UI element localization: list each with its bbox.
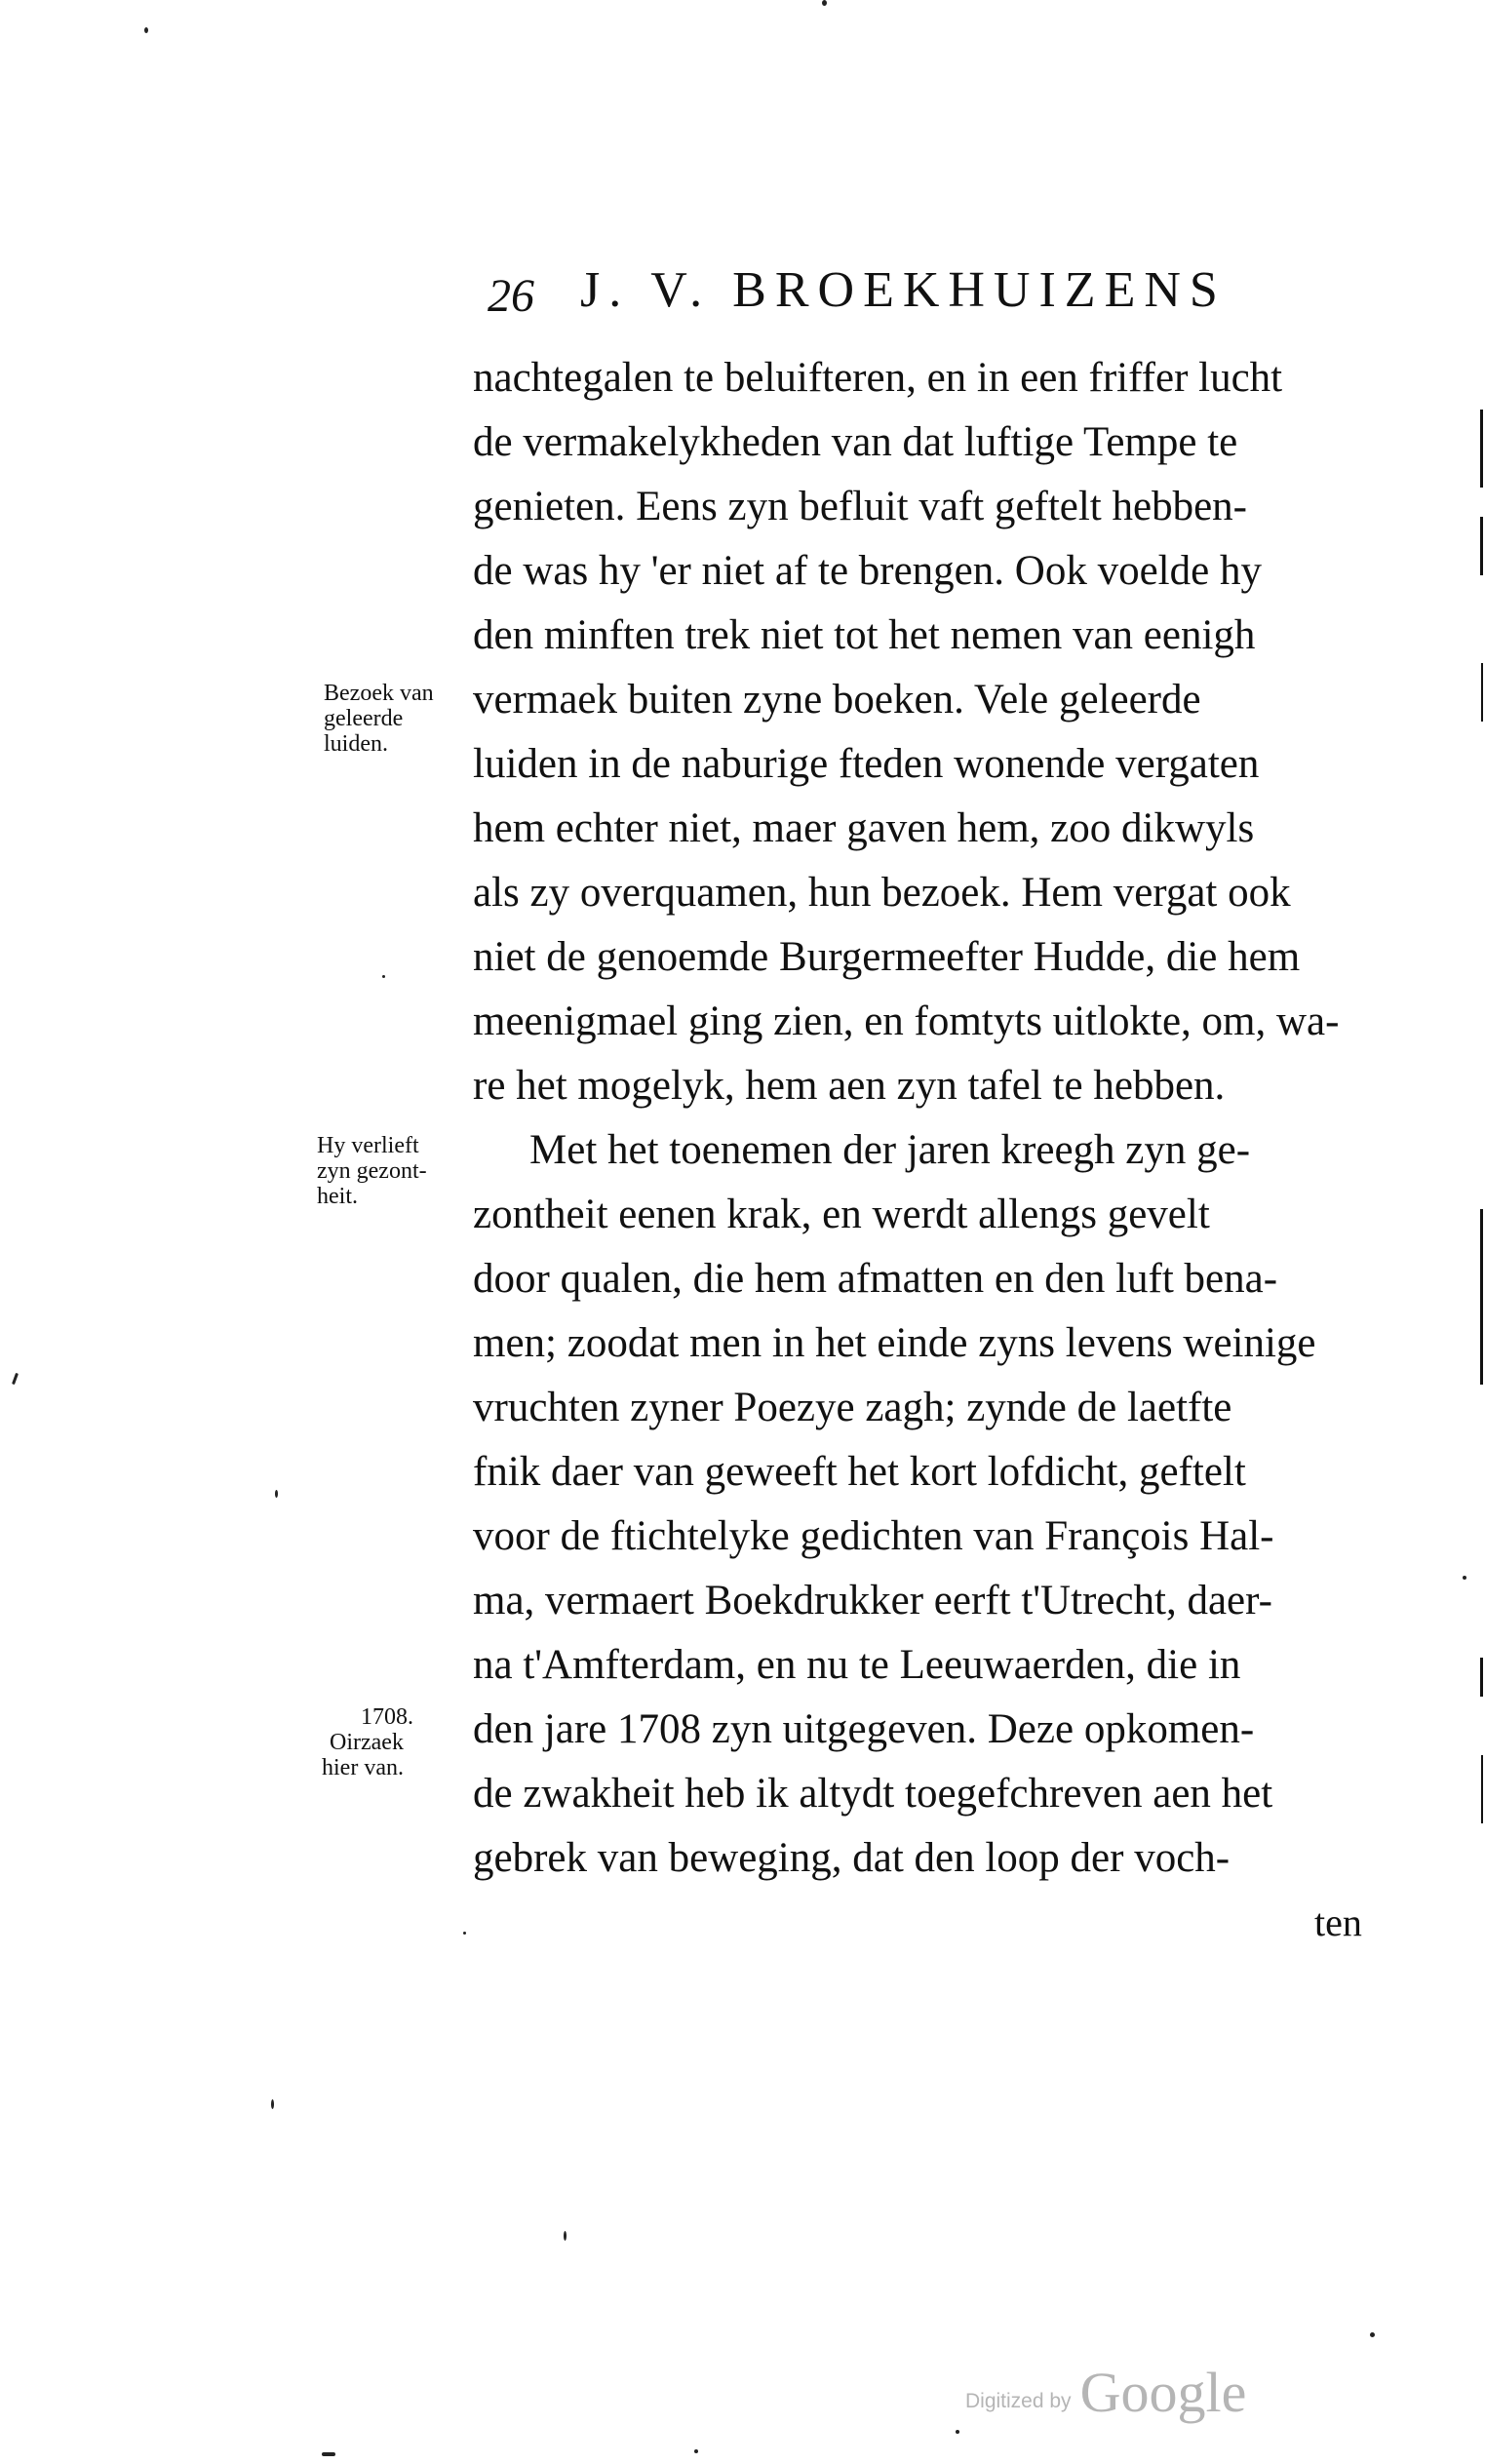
scan-speck — [12, 1373, 19, 1385]
catchword: ten — [1314, 1900, 1362, 1944]
text-line: genieten. Eens zyn befluit vaft geftelt hebben- — [473, 484, 1247, 529]
margin-note — [322, 1704, 413, 1780]
text-line: vermaek buiten zyne boeken. Vele geleerde — [473, 677, 1201, 723]
scan-speck — [564, 2231, 567, 2241]
scan-speck — [275, 1490, 278, 1498]
margin-note-line: 1708. — [361, 1704, 413, 1730]
text-line: re het mogelyk, hem aen zyn tafel te hebben. — [473, 1063, 1226, 1109]
margin-note — [317, 1133, 427, 1209]
text-line: ma, vermaert Boekdrukker eerft t'Utrecht, daer- — [473, 1578, 1272, 1623]
scan-speck — [271, 2099, 274, 2109]
text-line: na t'Amfterdam, en nu te Leeuwaerden, die in — [473, 1642, 1241, 1688]
scan-speck — [822, 0, 827, 6]
scan-edge-mark — [1480, 1658, 1483, 1697]
google-logo: Google — [1079, 2361, 1247, 2424]
margin-note-line: geleerde — [324, 706, 404, 731]
text-line: fnik daer van geweeft het kort lofdicht, geftelt — [473, 1449, 1246, 1495]
page-header — [488, 261, 1307, 330]
margin-note-line: zyn gezont- — [317, 1158, 427, 1184]
page-number: 26 — [488, 270, 534, 322]
scan-edge-mark — [1480, 1209, 1483, 1385]
scan-speck — [144, 27, 148, 33]
scan-edge-mark — [1480, 410, 1483, 488]
text-line: de zwakheit heb ik altydt toegefchreven aen het — [473, 1771, 1273, 1817]
running-title: J. V. BROEKHUIZENS — [580, 262, 1227, 318]
digitized-by-watermark — [965, 2360, 1246, 2425]
scan-speck — [1463, 1576, 1466, 1580]
margin-note-line: Oirzaek — [330, 1730, 404, 1755]
text-line: voor de ftichtelyke gedichten van François Hal- — [473, 1513, 1274, 1559]
text-line: meenigmael ging zien, en fomtyts uitlokte, om, wa- — [473, 998, 1340, 1044]
margin-note — [324, 681, 434, 757]
text-line: door qualen, die hem afmatten en den luft bena- — [473, 1256, 1278, 1302]
text-line: men; zoodat men in het einde zyns levens weinige — [473, 1320, 1316, 1366]
text-line: de was hy 'er niet af te brengen. Ook voelde hy — [473, 548, 1262, 594]
margin-note-line: Bezoek van — [324, 681, 434, 706]
margin-note-line: luiden. — [324, 731, 388, 757]
scan-speck — [1370, 2332, 1375, 2337]
scan-edge-mark — [1481, 663, 1483, 722]
text-line: Met het toenemen der jaren kreegh zyn ge- — [529, 1127, 1251, 1173]
watermark-prefix: Digitized by — [965, 2390, 1072, 2412]
scan-speck — [382, 975, 385, 978]
scan-edge-mark — [1480, 517, 1483, 575]
text-line: als zy overquamen, hun bezoek. Hem vergat ook — [473, 870, 1291, 916]
text-line: luiden in de naburige fteden wonende vergaten — [473, 741, 1260, 787]
margin-note-line: heit. — [317, 1184, 358, 1209]
text-line: den jare 1708 zyn uitgegeven. Deze opkomen- — [473, 1706, 1255, 1752]
text-line: gebrek van beweging, dat den loop der voch- — [473, 1835, 1231, 1881]
text-line: nachtegalen te beluifteren, en in een friffer lucht — [473, 355, 1283, 401]
scan-speck — [463, 1932, 466, 1935]
scan-edge-mark — [1481, 1755, 1483, 1823]
text-line: vruchten zyner Poezye zagh; zynde de laetfte — [473, 1385, 1232, 1430]
text-line: den minften trek niet tot het nemen van eenigh — [473, 612, 1256, 658]
scan-speck — [322, 2452, 335, 2456]
margin-note-line: Hy verlieft — [317, 1133, 419, 1158]
margin-note-line: hier van. — [322, 1755, 404, 1780]
text-line: niet de genoemde Burgermeefter Hudde, die hem — [473, 934, 1301, 980]
text-line: hem echter niet, maer gaven hem, zoo dikwyls — [473, 805, 1255, 851]
text-line: de vermakelykheden van dat luftige Tempe te — [473, 419, 1238, 465]
text-line: zontheit eenen krak, en werdt allengs gevelt — [473, 1192, 1210, 1237]
scan-speck — [956, 2430, 959, 2434]
scan-speck — [694, 2449, 698, 2453]
